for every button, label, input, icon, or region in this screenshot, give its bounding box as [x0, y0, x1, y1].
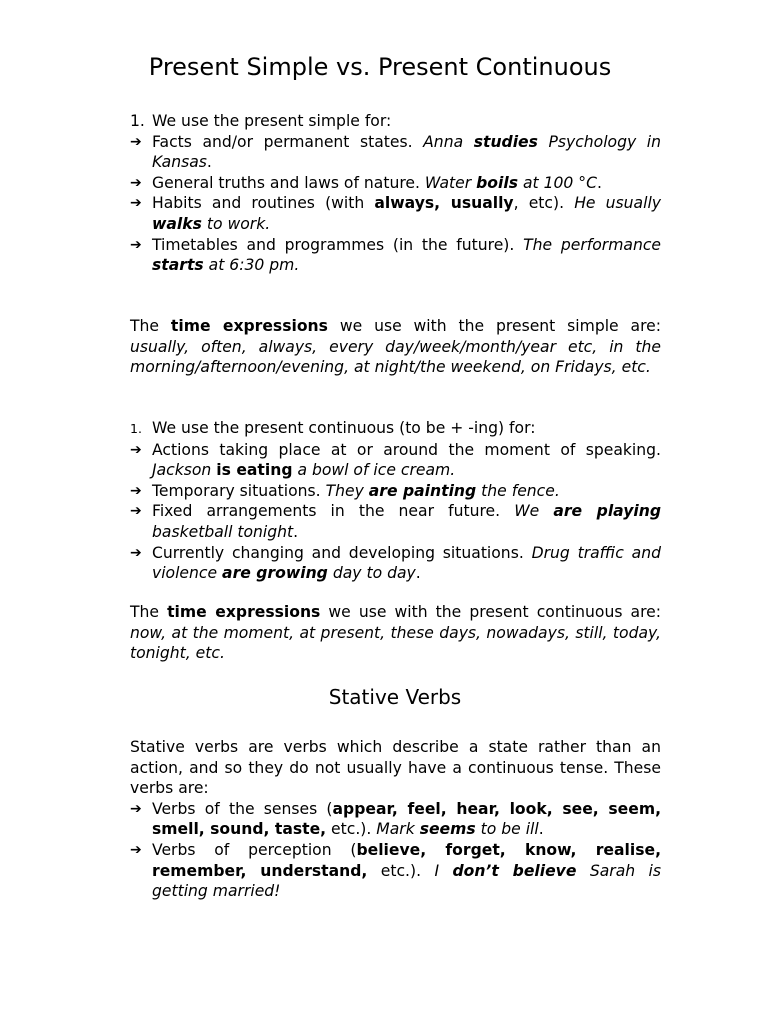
example-text: basketball tonight	[152, 522, 294, 541]
example-verb: are playing	[553, 502, 661, 521]
present-simple-uses-list	[130, 132, 661, 276]
item-text: General truths and laws of nature.	[152, 173, 425, 192]
list-item	[130, 132, 661, 173]
keyword-text: time expressions	[167, 603, 321, 621]
example-text: day to day	[327, 564, 416, 583]
example-text: Anna	[423, 132, 474, 151]
para-text: The	[130, 603, 168, 621]
stative-verbs-list	[130, 799, 661, 902]
arrow-right-icon: ➔	[130, 841, 142, 858]
example-text: Psychology in Kansas	[152, 132, 661, 172]
list-item	[130, 481, 661, 502]
arrow-right-icon: ➔	[130, 133, 142, 150]
item-text: etc.).	[367, 861, 435, 880]
arrow-right-icon: ➔	[130, 503, 142, 520]
example-text: at 6:30 pm.	[203, 256, 300, 275]
example-verb: seems	[419, 820, 476, 839]
list-item	[130, 799, 661, 840]
stative-verbs-section	[130, 737, 661, 902]
present-simple-section	[130, 111, 661, 276]
example-text: Sarah is getting married!	[152, 861, 662, 901]
arrow-right-icon: ➔	[130, 441, 142, 458]
example-verb: don’t believe	[452, 861, 577, 880]
present-continuous-uses-list	[130, 440, 661, 584]
arrow-right-icon: ➔	[130, 800, 142, 817]
item-text: Actions taking place at or around the moment of speaking.	[152, 440, 661, 459]
example-text: Mark	[376, 820, 420, 839]
item-text: .	[206, 153, 212, 172]
item-text: , etc).	[513, 194, 575, 213]
example-verb: starts	[152, 256, 204, 275]
example-text: They	[325, 481, 369, 500]
example-verb: is eating	[216, 461, 293, 480]
time-expressions-list: now, at the moment, at present, these days, nowadays, still, today, tonight, etc.	[130, 623, 661, 663]
keyword-text: appear, feel, hear, look, see, seem, smell, sound, taste,	[152, 799, 661, 839]
list-item	[130, 440, 661, 481]
stative-intro: Stative verbs are verbs which describe a state rather than an action, and so they do not usually have a continuous tense. These verbs are:	[130, 738, 661, 798]
item-text: Timetables and programmes (in the future).	[152, 235, 524, 254]
para-text: The	[130, 317, 171, 335]
list-item	[130, 543, 661, 584]
present-continuous-time-expressions	[130, 602, 661, 664]
list-item	[130, 173, 661, 194]
example-text: to be ill	[475, 820, 539, 839]
example-text: at 100 °C	[517, 173, 597, 192]
example-verb: walks	[152, 214, 202, 233]
example-text: I	[434, 861, 453, 880]
item-text: Fixed arrangements in the near future.	[152, 502, 515, 521]
item-text: .	[596, 173, 602, 192]
item-text: Verbs of perception (	[152, 840, 357, 859]
keyword-text: always, usually	[374, 194, 514, 213]
item-text: Facts and/or permanent states.	[152, 132, 424, 151]
example-text: Water	[424, 173, 477, 192]
page-title: Present Simple vs. Present Continuous	[148, 53, 612, 81]
item-text: Currently changing and developing situations.	[152, 543, 532, 562]
para-text: we use with the present continuous are:	[320, 603, 662, 621]
example-text: Jackson	[152, 461, 217, 480]
list-item	[130, 501, 661, 542]
present-simple-time-expressions	[130, 316, 661, 378]
section-number: 1.	[130, 421, 142, 436]
keyword-text: time expressions	[170, 317, 328, 335]
arrow-right-icon: ➔	[130, 174, 142, 191]
present-continuous-heading	[130, 418, 661, 440]
example-text: Drug traffic and violence	[152, 543, 661, 583]
para-text: we use with the present simple are:	[327, 317, 661, 335]
present-continuous-section	[130, 418, 661, 584]
section-heading-text: We use the present simple for:	[152, 112, 392, 130]
arrow-right-icon: ➔	[130, 482, 142, 499]
item-text: Habits and routines (with	[152, 194, 375, 213]
example-verb: boils	[476, 173, 518, 192]
keyword-text: believe, forget, know, realise, remember, understand,	[152, 840, 661, 880]
arrow-right-icon: ➔	[130, 236, 142, 253]
list-item	[130, 840, 661, 902]
arrow-right-icon: ➔	[130, 544, 142, 561]
item-text: Temporary situations.	[152, 481, 326, 500]
stative-verbs-title: Stative Verbs	[328, 685, 462, 709]
section-heading-text: We use the present continuous (to be + -ing) for:	[152, 419, 536, 437]
list-item	[130, 235, 661, 276]
example-text: The performance	[523, 235, 661, 254]
example-verb: studies	[473, 132, 538, 151]
item-text: .	[538, 820, 544, 839]
list-item	[130, 193, 661, 234]
section-number: 1.	[130, 112, 145, 130]
item-text: etc.).	[326, 820, 377, 839]
present-simple-heading	[130, 111, 661, 132]
item-text: .	[293, 522, 299, 541]
item-text: Verbs of the senses (	[152, 799, 333, 818]
example-text: to work.	[201, 214, 271, 233]
example-text: a bowl of ice cream.	[292, 461, 456, 480]
arrow-right-icon: ➔	[130, 195, 142, 212]
example-text: the fence.	[476, 481, 560, 500]
time-expressions-list: usually, often, always, every day/week/month/year etc, in the morning/afternoon/evening, at night/the weekend, on Fridays, etc.	[130, 337, 661, 377]
example-verb: are painting	[368, 481, 477, 500]
item-text: .	[415, 564, 421, 583]
example-text: We	[514, 502, 554, 521]
example-text: He usually	[574, 194, 661, 213]
example-verb: are growing	[222, 564, 328, 583]
